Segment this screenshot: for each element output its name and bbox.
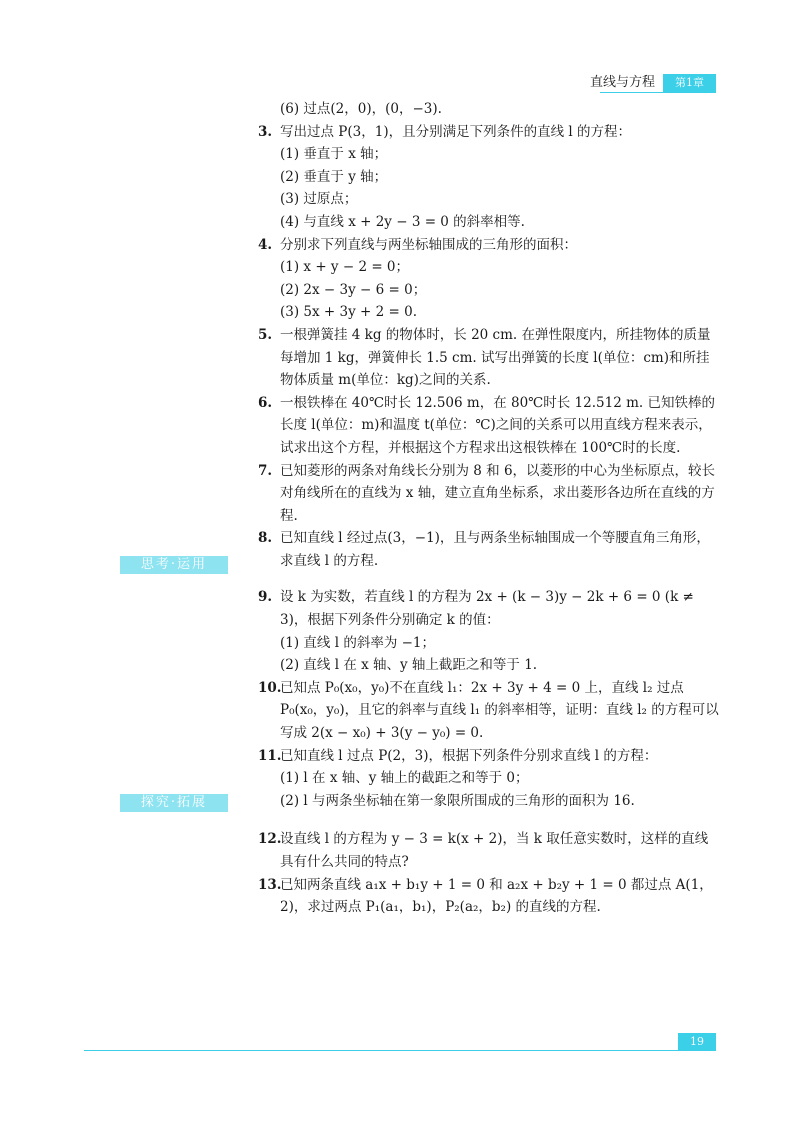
list-item: (2) 2x − 3y − 6 = 0；	[280, 281, 427, 298]
list-item: (1) 垂直于 x 轴；	[280, 146, 388, 163]
exercise-number: 6.	[258, 394, 273, 411]
exercise-10	[258, 677, 720, 745]
exercise-text: 已知点 P₀(x₀，y₀)不在直线 l₁：2x + 3y + 4 = 0 上，直线 l₂ 过点 P₀(x₀，y₀)，且它的斜率与直线 l₁ 的斜率相等，证明：直线 l₂ 的方程可以写成 2(x − x₀) + 3(y − y₀) = 0.	[280, 679, 719, 742]
exercise-4	[258, 234, 720, 257]
chapter-badge: 第1章	[663, 74, 716, 92]
exercise-text: 写出过点 P(3，1)，且分别满足下列条件的直线 l 的方程：	[280, 123, 631, 140]
exercise-number: 12.	[258, 831, 282, 848]
section-gap	[258, 572, 720, 586]
exercise-text: 一根铁棒在 40℃时长 12.506 m，在 80℃时长 12.512 m. 已知铁棒的长度 l(单位：m)和温度 t(单位：℃)之间的关系可以用直线方程来表示，试求出这个方程，并根据这个方程求出这根铁棒在 100℃时的长度.	[280, 394, 715, 456]
section-tab-explore: 探究·拓展	[120, 794, 228, 812]
exercise-number: 11.	[258, 747, 282, 764]
exercise-6	[258, 392, 720, 460]
header-title: 直线与方程	[589, 75, 655, 90]
exercise-5	[258, 324, 720, 392]
exercise-text: 分别求下列直线与两坐标轴围成的三角形的面积：	[280, 236, 577, 253]
list-item: (2) 垂直于 y 轴；	[280, 168, 388, 185]
exercise-number: 3.	[258, 123, 273, 140]
exercise-number: 9.	[258, 589, 273, 606]
page-number: 19	[678, 1033, 716, 1050]
exercise-number: 13.	[258, 876, 282, 893]
list-item: (6) 过点(2，0)，(0，−3).	[280, 101, 442, 117]
exercise-text: 已知直线 l 过点 P(2，3)，根据下列条件分别求直线 l 的方程：	[280, 747, 658, 764]
section-gap	[258, 812, 720, 828]
exercise-number: 4.	[258, 236, 273, 253]
exercise-3	[258, 121, 720, 144]
exercise-8	[258, 527, 720, 572]
exercise-9	[258, 586, 720, 631]
list-item: (2) l 与两条坐标轴在第一象限所围成的三角形的面积为 16.	[280, 792, 635, 809]
exercise-number: 10.	[258, 679, 282, 696]
header-rule	[600, 92, 716, 93]
list-item: (1) 直线 l 的斜率为 −1；	[280, 634, 436, 651]
exercise-11	[258, 745, 720, 768]
section-tab-think: 思考·运用	[120, 556, 228, 574]
list-item: (2) 直线 l 在 x 轴、y 轴上截距之和等于 1.	[280, 657, 538, 674]
exercise-number: 5.	[258, 326, 273, 343]
list-item: (3) 5x + 3y + 2 = 0.	[280, 304, 417, 321]
exercise-number: 7.	[258, 462, 273, 479]
exercise-text: 已知菱形的两条对角线长分别为 8 和 6，以菱形的中心为坐标原点，较长对角线所在的直线为 x 轴，建立直角坐标系，求出菱形各边所在直线的方程.	[280, 462, 716, 524]
exercise-content	[258, 98, 720, 919]
exercise-text: 已知两条直线 a₁x + b₁y + 1 = 0 和 a₂x + b₂y + 1 = 0 都过点 A(1，2)，求过两点 P₁(a₁，b₁)，P₂(a₂，b₂) 的直线的方程.	[280, 876, 713, 916]
list-item: (4) 与直线 x + 2y − 3 = 0 的斜率相等.	[280, 213, 525, 230]
list-item: (1) l 在 x 轴、y 轴上的截距之和等于 0；	[280, 770, 529, 787]
exercise-text: 设直线 l 的方程为 y − 3 = k(x + 2)，当 k 取任意实数时，这样的直线具有什么共同的特点?	[280, 831, 709, 870]
exercise-7	[258, 460, 720, 528]
exercise-text: 设 k 为实数，若直线 l 的方程为 2x + (k − 3)y − 2k + 6 = 0 (k ≠ 3)，根据下列条件分别确定 k 的值：	[280, 589, 694, 629]
exercise-text: 一根弹簧挂 4 kg 的物体时，长 20 cm. 在弹性限度内，所挂物体的质量每增加 1 kg，弹簧伸长 1.5 cm. 试写出弹簧的长度 l(单位：cm)和所挂物体质量 m(单位：kg)之间的关系.	[280, 326, 711, 389]
footer-rule	[84, 1050, 716, 1051]
exercise-12	[258, 828, 720, 873]
exercise-number: 8.	[258, 530, 273, 547]
exercise-13	[258, 874, 720, 919]
list-item: (3) 过原点；	[280, 191, 358, 208]
list-item: (1) x + y − 2 = 0；	[280, 259, 410, 276]
exercise-text: 已知直线 l 经过点(3，−1)，且与两条坐标轴围成一个等腰直角三角形，求直线 l 的方程.	[280, 530, 710, 569]
page-header	[590, 74, 716, 92]
